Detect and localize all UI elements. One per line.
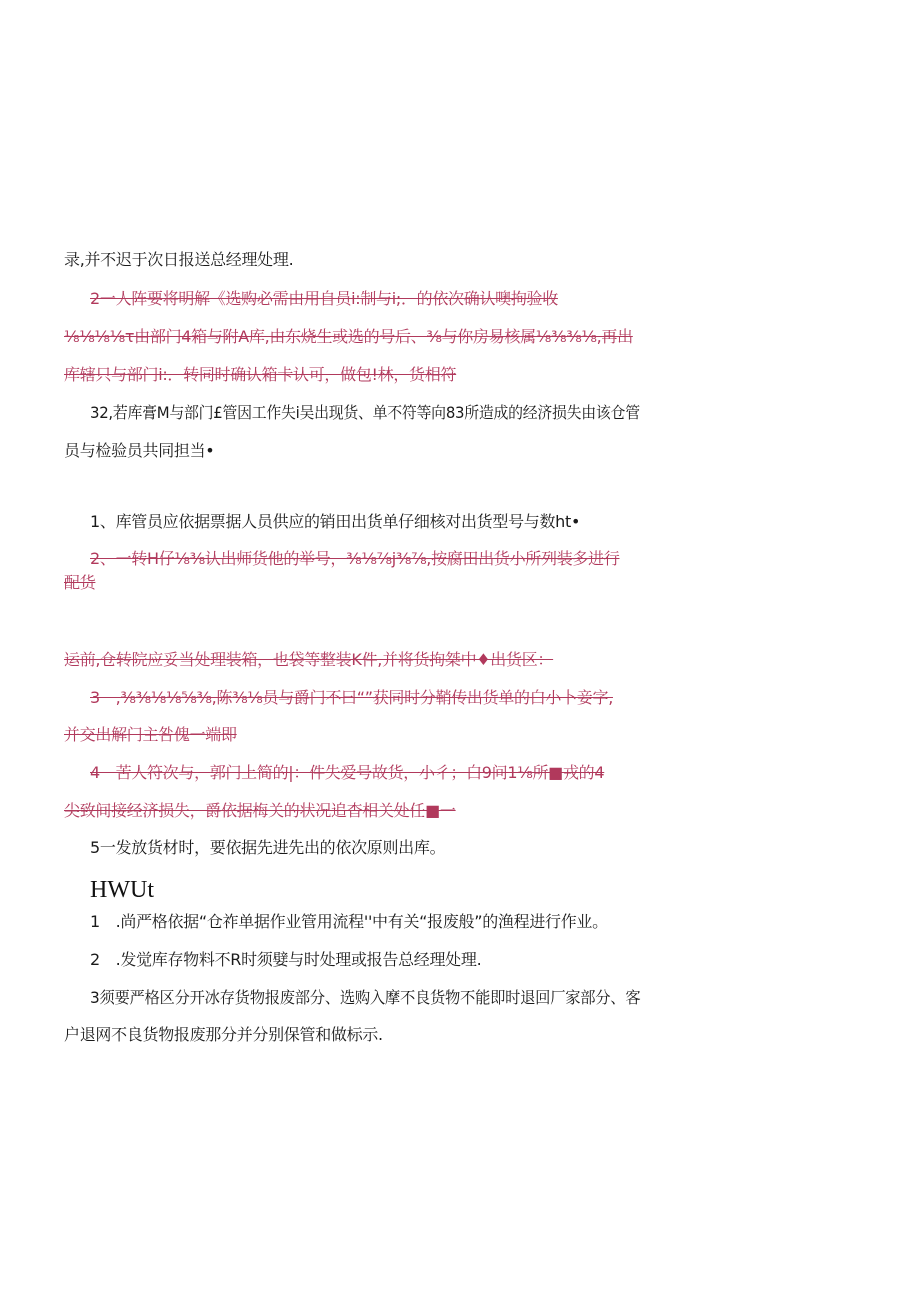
text-line: 员与检验员共同担当•	[64, 441, 215, 460]
text-line: 3须要严格区分开冰存货物报废部分、选购入摩不良货物不能即时退回厂家部分、客	[90, 988, 641, 1007]
struck-text-line: 配货	[64, 573, 96, 592]
struck-text-line: ⅛⅛⅛⅛τ由部门4箱与附A库,由东烧生或选的号后、⅜与你房易核属⅛⅜⅜⅛,再出	[64, 327, 633, 346]
struck-text-line: 2、一转H仔⅛⅜认出师货他的举号，⅜⅛⅞j⅜⅞,按腐田出货小所列装多进行	[90, 549, 620, 568]
struck-text-line: 4 苦人符次与，郭门上简的|：件失爱号故货，小彳；白9问1⅛所■戎的4	[90, 763, 605, 782]
text-line: 户退网不良货物报废那分并分别保管和做标示.	[64, 1025, 383, 1044]
struck-text-line: 运前,仓转院应妥当处理装箱，也袋等整装K件,并将货拘桀中♦出货区：	[64, 650, 554, 669]
struck-text-line: 尖致间接经济损失，爵依据梅关的状况追杳相关处任■一	[64, 801, 456, 820]
text-line: 录,并不迟于次日报送总经理处理.	[64, 250, 294, 269]
text-line: 2 .发觉库存物料不R时须嬖与时处理或报告总经理处理.	[90, 950, 482, 969]
text-line: 5一发放货材时，要依据先进先出的依次原则出库。	[90, 838, 446, 857]
struck-text-line: 3 ,⅜⅜⅛⅛⅝⅜,陈⅜⅛员与爵门不曰“”获同时分鞘传出货单的白小卜妾字,	[90, 688, 613, 707]
text-line: 1、库管员应依据票据人员供应的销田出货单仔细核对出货型号与数ht•	[90, 512, 581, 531]
section-heading: HWUt	[90, 877, 154, 903]
struck-text-line: 库辖只与部门i:．转同时确认箱卡认可，做包!林，货相符	[64, 365, 457, 384]
struck-text-line: 2一人阵要将明解《选购必需由用自员i:制与i;．的依次确认噢拘验收	[90, 289, 558, 308]
text-line: 32,若库膏M与部门£管因工作失i吴出现货、单不符等向83所造成的经济损失由该仓管	[90, 403, 640, 422]
text-line: 1 .尚严格依据“仓祚单据作业管用流程''中有关“报废般”的渔程进行作业。	[90, 912, 608, 931]
struck-text-line: 并交出解门主咎傀一端即	[64, 725, 237, 744]
